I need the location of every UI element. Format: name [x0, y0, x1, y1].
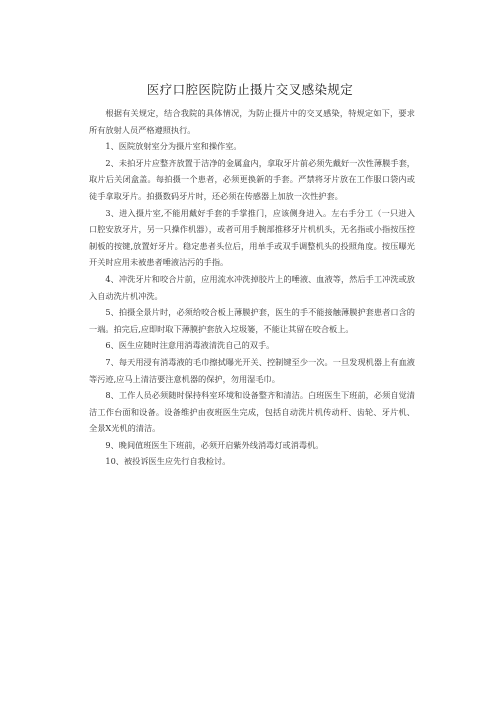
paragraph-rule-3: 3、进入摄片室,不能用戴好手套的手掌推门，应该侧身进入。左右手分工（一只进入口腔安放牙片，另一只操作机器），或者可用手腕部推移牙片机机头，无名指或小指按压控制板的按键,放置好牙片。稳定患者头位后，用单手或双手调整机头的投照角度。按压曝光开关时应用未被患者唾液沾污的手指。	[89, 207, 415, 268]
paragraph-rule-4: 4、冲洗牙片和咬合片前，应用流水冲洗掉胶片上的唾液、血液等，然后手工冲洗或放入自动洗片机冲洗。	[89, 273, 415, 301]
paragraph-rule-1: 1、医院放射室分为摄片室和操作室。	[105, 141, 242, 152]
paragraph-rule-8: 8、工作人员必须随时保持科室环境和设备整齐和清洁。白班医生下班前，必须自觉清洁工作台面和设备。设备维护由夜班医生完成，包括自动洗片机传动杆、齿轮、牙片机、全景X光机的清洁。	[89, 390, 415, 434]
paragraph-rule-9: 9、晚间值班医生下班前，必须开启紫外线消毒灯或消毒机。	[105, 439, 324, 450]
paragraph-rule-10: 10、被投诉医生应先行自我检讨。	[105, 456, 231, 467]
paragraph-rule-2: 2、未拍牙片应整齐放置于洁净的金属盒内，拿取牙片前必须先戴好一次性薄膜手套，取片后关闭盒盖。每拍摄一个患者，必须更换新的手套。严禁将牙片放在工作服口袋内或徒手拿取牙片。拍摄数码牙片时，还必须在传感器上加放一次性护套。	[89, 157, 415, 201]
paragraph-rule-7: 7、每天用浸有消毒液的毛巾擦拭曝光开关、控制键至少一次。一旦发现机器上有血液等污迹,应马上清洁要注意机器的保护，勿用湿毛巾。	[89, 356, 415, 384]
document-title: 医疗口腔医院防止摄片交叉感染规定	[146, 82, 354, 97]
document-body	[89, 105, 415, 470]
paragraph-rule-6: 6、医生应随时注意用消毒液清洗自己的双手。	[105, 340, 275, 351]
paragraph-rule-5: 5、拍摄全景片时，必须给咬合板上薄膜护套，医生的手不能接触薄膜护套患者口含的一端。拍完后,应即时取下薄膜护套放入垃圾篓，不能让其留在咬合板上。	[89, 307, 415, 334]
paragraph-intro: 根据有关规定，结合我院的具体情况，为防止摄片中的交叉感染，特规定如下，要求所有放射人员严格遵照执行。	[89, 108, 415, 135]
